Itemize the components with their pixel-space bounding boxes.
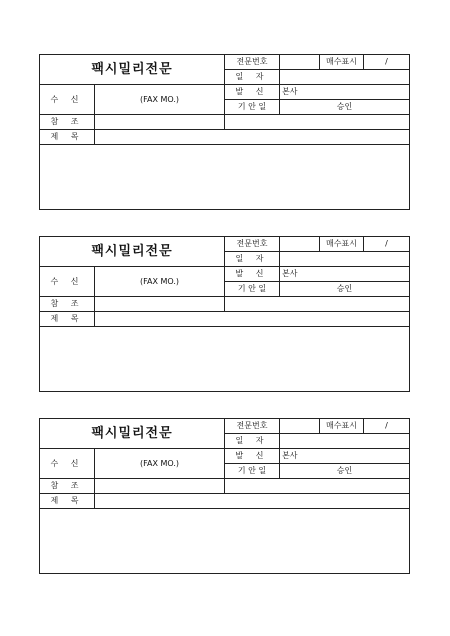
recipient-label: 수 신 xyxy=(40,85,95,115)
drafter-label: 기 안 일 xyxy=(225,464,280,479)
reference-extra xyxy=(225,115,410,130)
subject-field[interactable] xyxy=(95,494,410,509)
date-label: 일 자 xyxy=(225,252,280,267)
fax-form-1 xyxy=(39,54,409,210)
page-count-label: 매수표시 xyxy=(320,55,364,70)
subject-label: 제 목 xyxy=(40,130,95,145)
fax-no-field[interactable]: (FAX MO.) xyxy=(95,449,225,479)
message-no-label: 전문번호 xyxy=(225,237,280,252)
sender-label: 발 신 xyxy=(225,85,280,100)
sender-field[interactable]: 본사 xyxy=(280,267,410,282)
approval-field[interactable]: 승인 xyxy=(280,282,410,297)
message-body[interactable] xyxy=(40,327,410,392)
sender-field[interactable]: 본사 xyxy=(280,449,410,464)
subject-field[interactable] xyxy=(95,130,410,145)
page-count-label: 매수표시 xyxy=(320,237,364,252)
drafter-label: 기 안 일 xyxy=(225,282,280,297)
form-title: 팩시밀리전문 xyxy=(40,237,225,267)
reference-extra xyxy=(225,479,410,494)
recipient-label: 수 신 xyxy=(40,267,95,297)
drafter-label: 기 안 일 xyxy=(225,100,280,115)
page-count-label: 매수표시 xyxy=(320,419,364,434)
date-label: 일 자 xyxy=(225,70,280,85)
page-count-field[interactable]: / xyxy=(364,55,410,70)
reference-field[interactable] xyxy=(95,115,225,130)
form-title: 팩시밀리전문 xyxy=(40,419,225,449)
message-body[interactable] xyxy=(40,145,410,210)
sender-label: 발 신 xyxy=(225,449,280,464)
message-no-field[interactable] xyxy=(280,55,320,70)
date-field[interactable] xyxy=(280,70,410,85)
approval-field[interactable]: 승인 xyxy=(280,100,410,115)
page-count-field[interactable]: / xyxy=(364,237,410,252)
date-label: 일 자 xyxy=(225,434,280,449)
message-body[interactable] xyxy=(40,509,410,574)
reference-label: 참 조 xyxy=(40,115,95,130)
page-count-field[interactable]: / xyxy=(364,419,410,434)
fax-no-field[interactable]: (FAX MO.) xyxy=(95,85,225,115)
date-field[interactable] xyxy=(280,434,410,449)
subject-label: 제 목 xyxy=(40,494,95,509)
fax-no-field[interactable]: (FAX MO.) xyxy=(95,267,225,297)
reference-label: 참 조 xyxy=(40,297,95,312)
sender-label: 발 신 xyxy=(225,267,280,282)
subject-label: 제 목 xyxy=(40,312,95,327)
sender-field[interactable]: 본사 xyxy=(280,85,410,100)
approval-field[interactable]: 승인 xyxy=(280,464,410,479)
date-field[interactable] xyxy=(280,252,410,267)
reference-field[interactable] xyxy=(95,479,225,494)
message-no-label: 전문번호 xyxy=(225,419,280,434)
reference-label: 참 조 xyxy=(40,479,95,494)
reference-field[interactable] xyxy=(95,297,225,312)
message-no-field[interactable] xyxy=(280,237,320,252)
message-no-field[interactable] xyxy=(280,419,320,434)
recipient-label: 수 신 xyxy=(40,449,95,479)
fax-form-2 xyxy=(39,236,409,392)
subject-field[interactable] xyxy=(95,312,410,327)
form-title: 팩시밀리전문 xyxy=(40,55,225,85)
message-no-label: 전문번호 xyxy=(225,55,280,70)
reference-extra xyxy=(225,297,410,312)
fax-form-3 xyxy=(39,418,409,574)
